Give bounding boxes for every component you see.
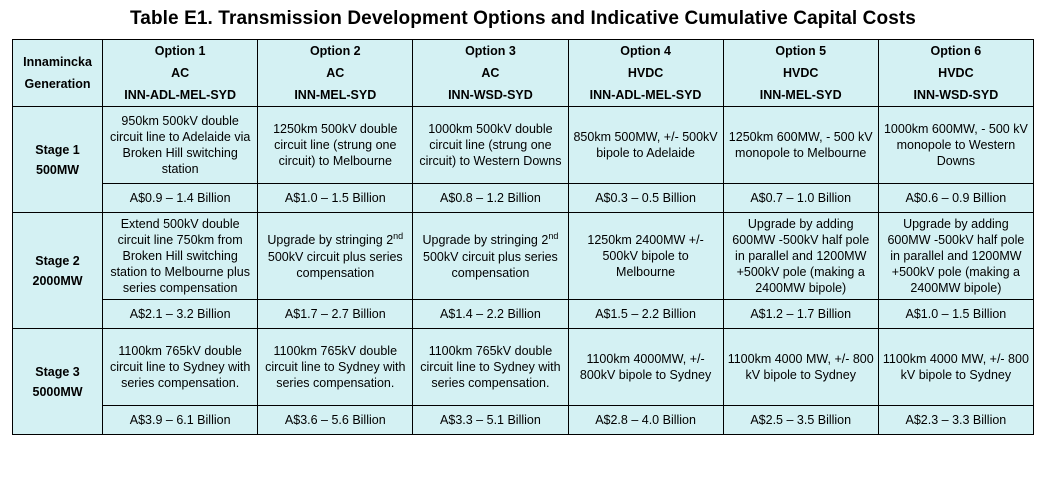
stage-1-option-5-cost: A$0.7 – 1.0 Billion: [723, 184, 878, 213]
option-6-route: INN-WSD-SYD: [913, 88, 999, 102]
page-title: Table E1. Transmission Development Options and Indicative Cumulative Capital Costs: [130, 8, 916, 29]
stage-2-option-4-cost: A$1.5 – 2.2 Billion: [568, 300, 723, 329]
option-5-name: Option 5: [775, 44, 827, 58]
stage-3-option-3-cost: A$3.3 – 5.1 Billion: [413, 406, 568, 435]
option-2-route: INN-MEL-SYD: [294, 88, 377, 102]
option-6-type: HVDC: [938, 66, 974, 80]
stage-3-option-2-description: 1100km 765kV double circuit line to Sydney with series compensation.: [258, 329, 413, 406]
table-row: [13, 107, 1034, 184]
stage-1-option-6-description: 1000km 600MW, - 500 kV monopole to Western Downs: [878, 107, 1033, 184]
stage-2-option-3-description: Upgrade by stringing 2nd 500kV circuit plus series compensation: [413, 213, 568, 300]
stage-3-option-6-description: 1100km 4000 MW, +/- 800 kV bipole to Sydney: [878, 329, 1033, 406]
stage-1-option-2-description: 1250km 500kV double circuit line (strung one circuit) to Melbourne: [258, 107, 413, 184]
stage-1-option-2-cost: A$1.0 – 1.5 Billion: [258, 184, 413, 213]
stage-2-option-5-description: Upgrade by adding 600MW -500kV half pole in parallel and 1200MW +500kV pole (making a 2400MW bipole): [723, 213, 878, 300]
option-2-type: AC: [326, 66, 345, 80]
stage-3-option-4-cost: A$2.8 – 4.0 Billion: [568, 406, 723, 435]
table-header-row: [13, 40, 1034, 107]
option-3-route: INN-WSD-SYD: [448, 88, 533, 102]
option-1-route: INN-ADL-MEL-SYD: [124, 88, 237, 102]
stage-2-option-5-cost: A$1.2 – 1.7 Billion: [723, 300, 878, 329]
stage-1-option-1-description: 950km 500kV double circuit line to Adelaide via Broken Hill switching station: [103, 107, 258, 184]
header-option-4: [568, 40, 723, 107]
stage-3-label-line1: Stage 3: [35, 364, 80, 379]
header-option-3: [413, 40, 568, 107]
stage-1-option-4-description: 850km 500MW, +/- 500kV bipole to Adelaide: [568, 107, 723, 184]
stage-1-option-5-description: 1250km 600MW, - 500 kV monopole to Melbourne: [723, 107, 878, 184]
option-1-name: Option 1: [154, 44, 206, 58]
header-generation-cell: [13, 40, 103, 107]
stage-2-option-3-cost: A$1.4 – 2.2 Billion: [413, 300, 568, 329]
stage-2-label-line1: Stage 2: [35, 253, 80, 268]
stage-2-label: [13, 213, 103, 329]
option-2-name: Option 2: [309, 44, 361, 58]
stage-1-label: [13, 107, 103, 213]
stage-1-option-6-cost: A$0.6 – 0.9 Billion: [878, 184, 1033, 213]
option-3-type: AC: [481, 66, 500, 80]
table-row: [13, 329, 1034, 406]
stage-3-option-6-cost: A$2.3 – 3.3 Billion: [878, 406, 1033, 435]
table-row: [13, 300, 1034, 329]
table-row: [13, 213, 1034, 300]
header-generation-line1: Innamincka: [23, 55, 92, 69]
transmission-options-table: [12, 39, 1034, 435]
header-option-2: [258, 40, 413, 107]
option-4-name: Option 4: [620, 44, 671, 58]
stage-2-option-1-description: Extend 500kV double circuit line 750km from Broken Hill switching station to Melbourne plus series compensation: [103, 213, 258, 300]
option-5-type: HVDC: [783, 66, 819, 80]
stage-2-option-6-description: Upgrade by adding 600MW -500kV half pole in parallel and 1200MW +500kV pole (making a 2400MW bipole): [878, 213, 1033, 300]
stage-2-option-6-cost: A$1.0 – 1.5 Billion: [878, 300, 1033, 329]
stage-3-label: [13, 329, 103, 435]
stage-1-label-line1: Stage 1: [35, 142, 80, 157]
stage-2-option-2-description: Upgrade by stringing 2nd 500kV circuit plus series compensation: [258, 213, 413, 300]
option-6-name: Option 6: [930, 44, 982, 58]
header-option-1: [103, 40, 258, 107]
stage-1-label-line2: 500MW: [36, 162, 80, 177]
stage-3-option-5-description: 1100km 4000 MW, +/- 800 kV bipole to Sydney: [723, 329, 878, 406]
stage-1-option-4-cost: A$0.3 – 0.5 Billion: [568, 184, 723, 213]
stage-3-option-1-description: 1100km 765kV double circuit line to Sydney with series compensation.: [103, 329, 258, 406]
stage-1-option-3-cost: A$0.8 – 1.2 Billion: [413, 184, 568, 213]
option-4-route: INN-ADL-MEL-SYD: [589, 88, 702, 102]
option-1-type: AC: [171, 66, 190, 80]
stage-2-label-line2: 2000MW: [32, 273, 83, 288]
stage-1-option-3-description: 1000km 500kV double circuit line (strung one circuit) to Western Downs: [413, 107, 568, 184]
stage-3-option-1-cost: A$3.9 – 6.1 Billion: [103, 406, 258, 435]
table-row: [13, 406, 1034, 435]
stage-3-option-4-description: 1100km 4000MW, +/- 800kV bipole to Sydney: [568, 329, 723, 406]
header-generation-line2: Generation: [24, 77, 91, 91]
stage-3-option-2-cost: A$3.6 – 5.6 Billion: [258, 406, 413, 435]
stage-2-option-4-description: 1250km 2400MW +/- 500kV bipole to Melbourne: [568, 213, 723, 300]
table-row: [13, 184, 1034, 213]
stage-3-option-3-description: 1100km 765kV double circuit line to Sydney with series compensation.: [413, 329, 568, 406]
stage-2-option-2-cost: A$1.7 – 2.7 Billion: [258, 300, 413, 329]
stage-2-option-1-cost: A$2.1 – 3.2 Billion: [103, 300, 258, 329]
header-option-6: [878, 40, 1033, 107]
header-option-5: [723, 40, 878, 107]
stage-3-label-line2: 5000MW: [32, 384, 83, 399]
option-5-route: INN-MEL-SYD: [759, 88, 842, 102]
stage-3-option-5-cost: A$2.5 – 3.5 Billion: [723, 406, 878, 435]
stage-1-option-1-cost: A$0.9 – 1.4 Billion: [103, 184, 258, 213]
option-3-name: Option 3: [465, 44, 516, 58]
option-4-type: HVDC: [627, 66, 664, 80]
